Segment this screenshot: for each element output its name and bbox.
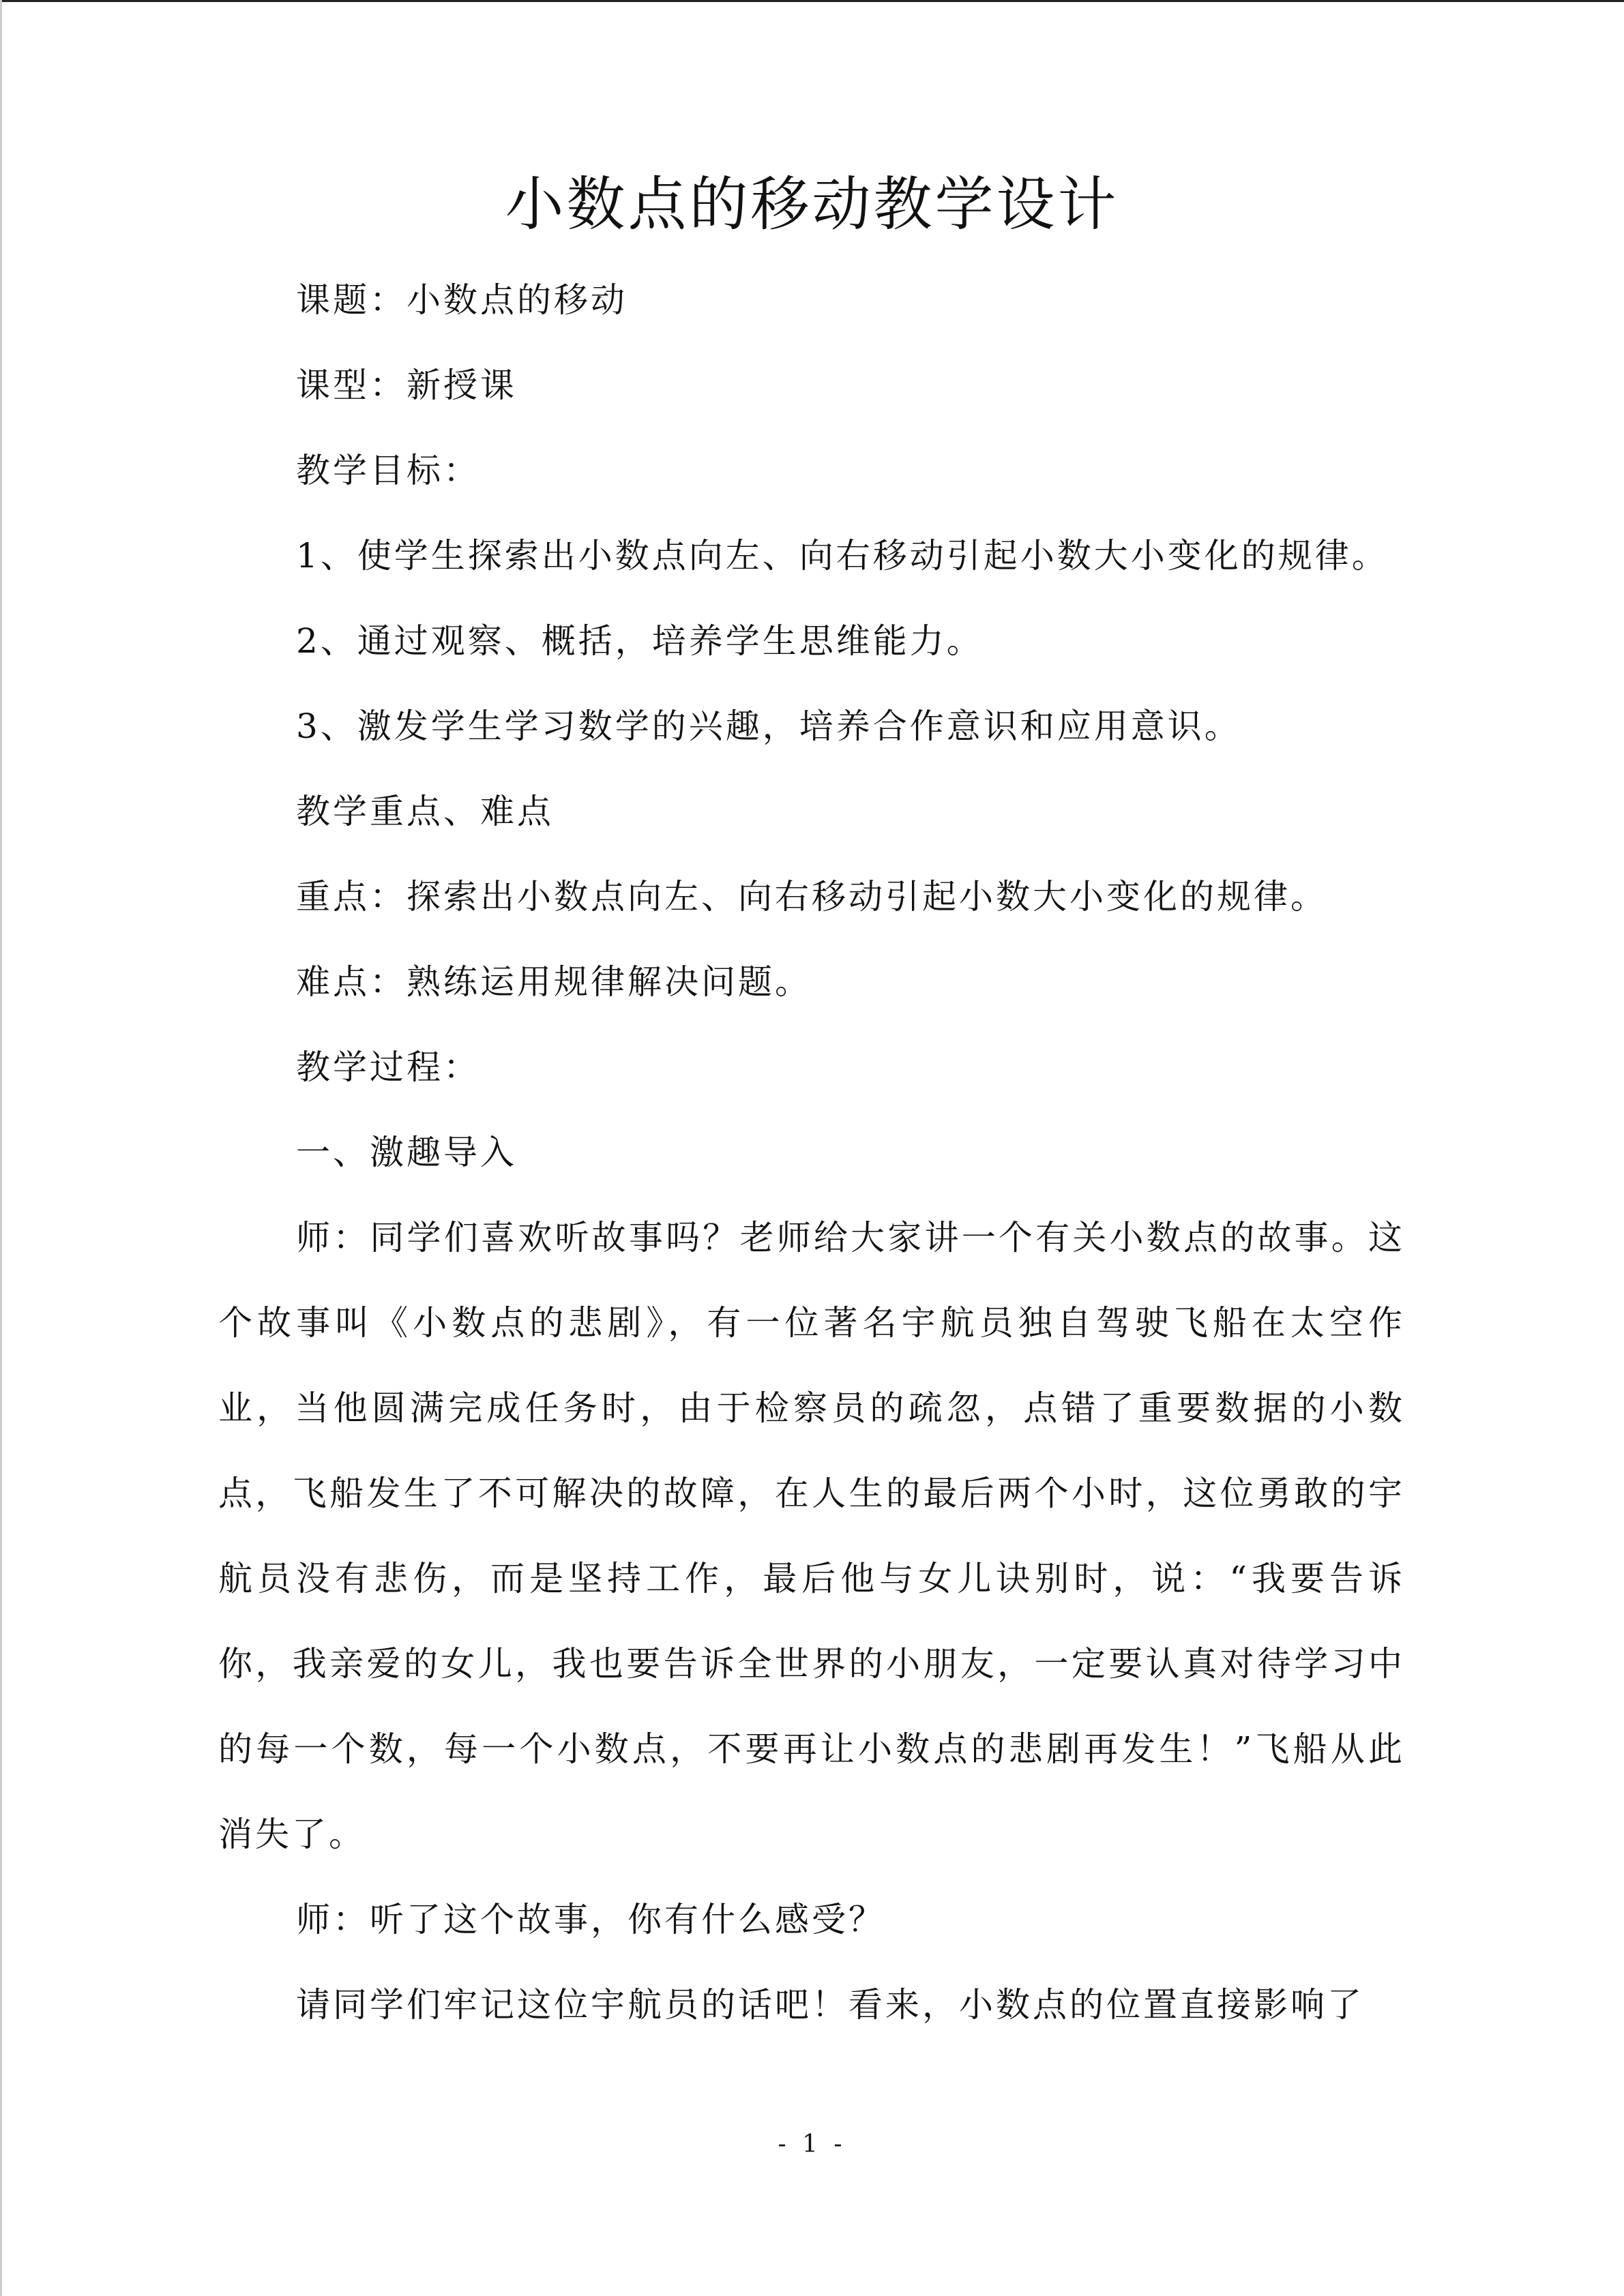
page-number: - 1 -	[778, 2130, 846, 2158]
paragraph-objective-3: 3、激发学生学习数学的兴趣，培养合作意识和应用意识。	[296, 706, 1241, 746]
paragraph-objective-1: 1、使学生探索出小数点向左、向右移动引起小数大小变化的规律。	[296, 536, 1389, 576]
paragraph-section-1-heading: 一、激趣导入	[296, 1133, 517, 1172]
paragraph-key-point: 重点：探索出小数点向左、向右移动引起小数大小变化的规律。	[296, 877, 1327, 916]
page-left-border	[0, 0, 2, 2296]
paragraph-process-heading: 教学过程：	[296, 1047, 480, 1087]
paragraph-conclusion: 请同学们牢记这位宇航员的话吧！看来，小数点的位置直接影响了	[296, 1985, 1364, 2025]
paragraph-story: 师：同学们喜欢听故事吗？老师给大家讲一个有关小数点的故事。这个故事叫《小数点的悲剧》，有一位著名宇航员独自驾驶飞船在太空作业，当他圆满完成任务时，由于检察员的疏忽，点错了重要数据的小数点，飞船发生了不可解决的故障，在人生的最后两个小时，这位勇敢的宇航员没有悲伤，而是坚持工作，最后他与女儿诀别时，说：“我要告诉你，我亲爱的女儿，我也要告诉全世界的小朋友，一定要认真对待学习中的每一个数，每一个小数点，不要再让小数点的悲剧再发生！”飞船从此消失了。	[218, 1218, 1405, 1854]
paragraph-objective-2: 2、通过观察、概括，培养学生思维能力。	[296, 621, 984, 661]
document-body	[218, 258, 1405, 2048]
paragraph-topic: 课题：小数点的移动	[296, 280, 628, 320]
paragraph-objectives-heading: 教学目标：	[296, 451, 480, 490]
page-top-border	[0, 0, 1624, 2]
paragraph-lesson-type: 课型：新授课	[296, 366, 517, 405]
paragraph-question: 师：听了这个故事，你有什么感受？	[296, 1900, 885, 1939]
paragraph-key-points-heading: 教学重点、难点	[296, 792, 554, 831]
document-title: 小数点的移动教学设计	[505, 170, 1119, 239]
paragraph-difficulty: 难点：熟练运用规律解决问题。	[296, 962, 812, 1002]
